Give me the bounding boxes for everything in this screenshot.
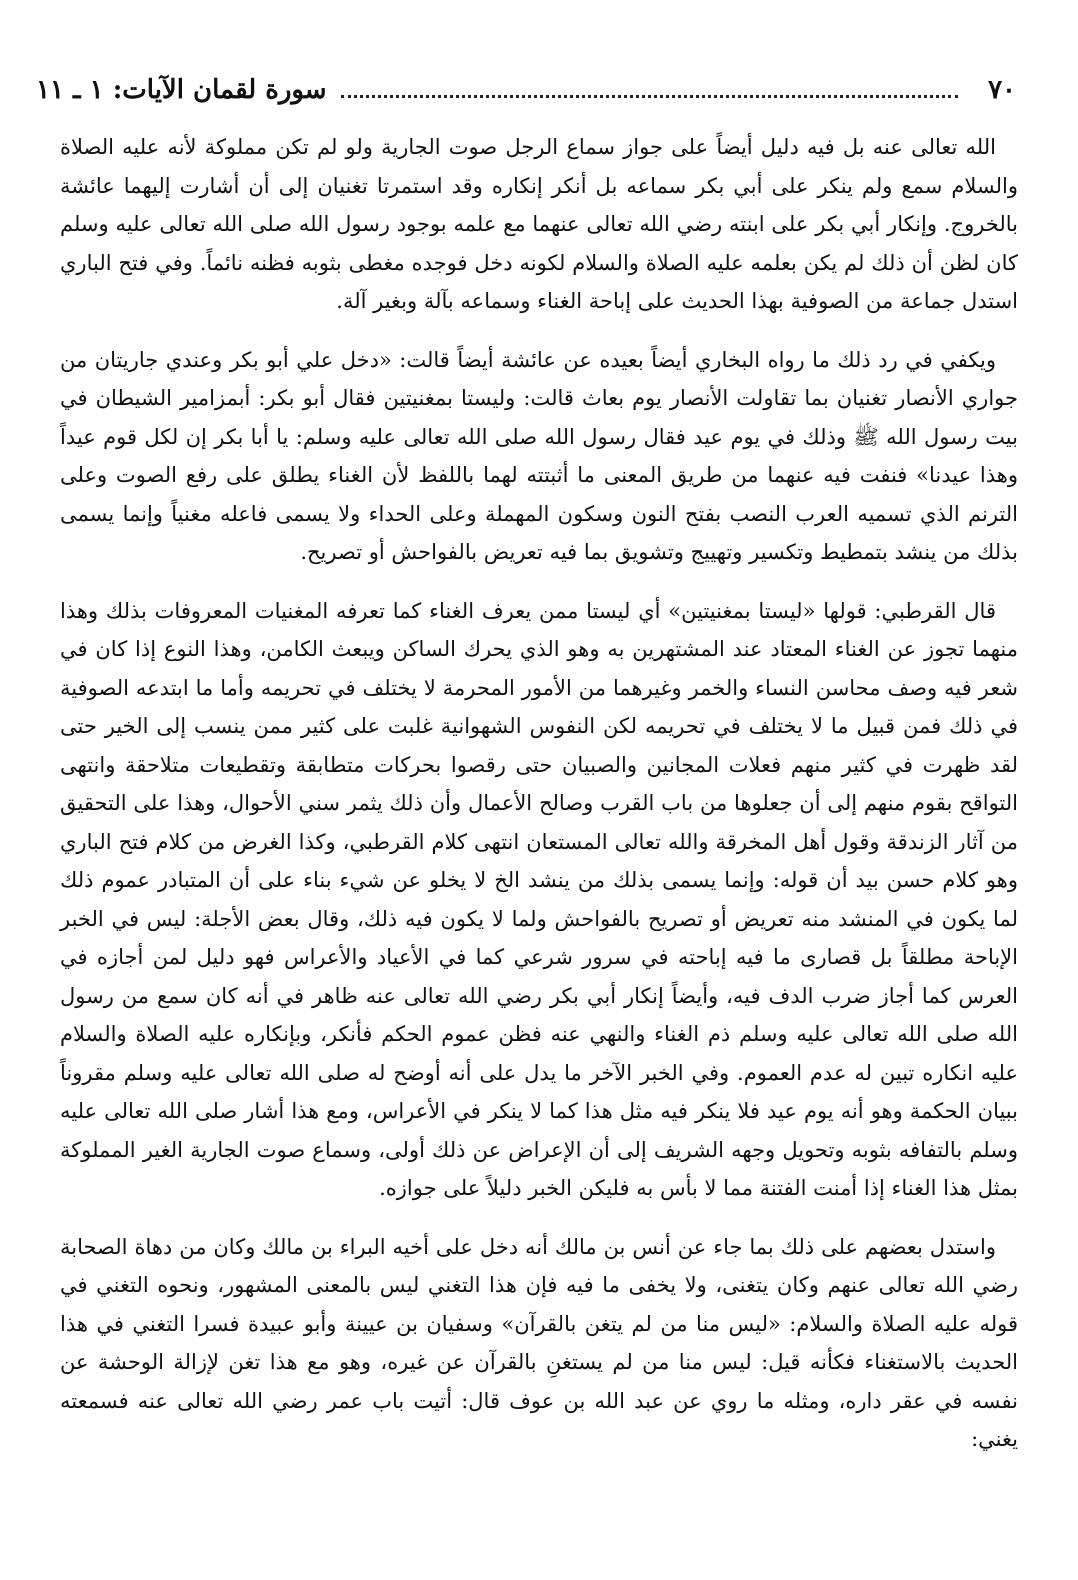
paragraph-4: واستدل بعضهم على ذلك بما جاء عن أنس بن مالك أنه دخل على أخيه البراء بن مالك وكان من دهاة الصحابة رضي الله تعالى عنهم وكان يتغنى، ولا يخفى ما فيه فإن هذا التغني ليس بالمعنى المشهور، ونحوه التغني في قوله عليه الصلاة والسلام: «ليس منا من لم يتغن بالقرآن» وسفيان بن عيينة وأبو عبيدة فسرا التغني في هذا الحديث بالاستغناء فكأنه قيل: ليس منا من لم يستغنِ بالقرآن عن غيره، وهو مع هذا تغن لإزالة الوحشة عن نفسه في عقر داره، ومثله ما روي عن عبد الله بن عوف قال: أتيت باب عمر رضي الله تعالى عنه فسمعته يغني:: [60, 1234, 1018, 1451]
dotted-leader: [341, 95, 958, 98]
surah-title: سورة لقمان الآيات: ١ ـ ١١: [36, 75, 327, 105]
paragraph-2: ويكفي في رد ذلك ما رواه البخاري أيضاً بعيده عن عائشة أيضاً قالت: «دخل علي أبو بكر وعندي جاريتان من جواري الأنصار تغنيان بما تقاولت الأنصار يوم بعاث قالت: وليستا بمغنيتين فقال أبو بكر: أبمزامير الشيطان في بيت رسول الله ﷺ وذلك في يوم عيد فقال رسول الله صلى الله تعالى عليه وسلم: يا أبا بكر إن لكل قوم عيداً وهذا عيدنا» فنفت فيه عنهما من طريق المعنى ما أثبتته لهما باللفظ لأن الغناء يطلق على رفع الصوت وعلى الترنم الذي تسميه العرب النصب بفتح النون وسكون المهملة وعلى الحداء ولا يسمى فاعله مغنياً وإنما يسمى بذلك من ينشد بتمطيط وتكسير وتهييج وتشويق بما فيه تعريض بالفواحش أو تصريح.: [60, 347, 1018, 564]
paragraph-3: قال القرطبي: قولها «ليستا بمغنيتين» أي ليستا ممن يعرف الغناء كما تعرفه المغنيات المعروفات بذلك وهذا منهما تجوز عن الغناء المعتاد عند المشتهرين به وهو الذي يحرك الساكن ويبعث الكامن، وهذا النوع إذا كان في شعر فيه وصف محاسن النساء والخمر وغيرهما من الأمور المحرمة لا يختلف في تحريمه وأما ما ابتدعه الصوفية في ذلك فمن قبيل ما لا يختلف في تحريمه لكن النفوس الشهوانية غلبت على كثير ممن ينسب إلى الخير حتى لقد ظهرت في كثير منهم فعلات المجانين والصبيان حتى رقصوا بحركات متطابقة وتقطيعات متلاحقة وانتهى التواقح بقوم منهم إلى أن جعلوها من باب القرب وصالح الأعمال وأن ذلك يثمر سني الأحوال، وهذا على التحقيق من آثار الزندقة وقول أهل المخرقة والله تعالى المستعان انتهى كلام القرطبي، وكذا الغرض من كلام فتح الباري وهو كلام حسن بيد أن قوله: وإنما يسمى بذلك من ينشد الخ لا يخلو عن شيء بناء على أن المتبادر عموم ذلك لما يكون في المنشد منه تعريض أو تصريح بالفواحش ولما لا يكون فيه ذلك، وقال بعض الأجلة: ليس في الخبر الإباحة مطلقاً بل قصارى ما فيه إباحته في سرور شرعي كما في الأعياد والأعراس فهو دليل لمن أجازه في العرس كما أجاز ضرب الدف فيه، وأيضاً إنكار أبي بكر رضي الله تعالى عنه ظاهر في أنه كان سمع من رسول الله صلى الله تعالى عليه وسلم ذم الغناء والنهي عنه فظن عموم الحكم فأنكر، وبإنكاره عليه الصلاة والسلام عليه انكاره تبين له عدم العموم. وفي الخبر الآخر ما يدل على أنه أوضح له صلى الله تعالى عليه وسلم مقروناً ببيان الحكمة وهو أنه يوم عيد فلا ينكر فيه مثل هذا كما لا ينكر في الأعراس، ومع هذا أشار صلى الله تعالى عليه وسلم بالتفافه بثوبه وتحويل وجهه الشريف إلى أن الإعراض عن ذلك أولى، وسماع صوت الجارية الغير المملوكة بمثل هذا الغناء إذا أمنت الفتنة مما لا بأس به فليكن الخبر دليلاً على جوازه.: [60, 598, 1019, 1200]
running-head: [36, 70, 1016, 110]
paragraph-1: الله تعالى عنه بل فيه دليل أيضاً على جواز سماع الرجل صوت الجارية ولو لم تكن مملوكة لأنه عليه الصلاة والسلام سمع ولم ينكر على أبي بكر سماعه بل أنكر إنكاره وقد استمرتا تغنيان إلى أن أشارت إليهما عائشة بالخروج. وإنكار أبي بكر على ابنته رضي الله تعالى عنهما مع علمه بوجود رسول الله صلى الله تعالى عليه وسلم كان لظن أن ذلك لم يكن بعلمه عليه الصلاة والسلام لكونه دخل فوجده مغطى بثوبه فظنه نائماً. وفي فتح الباري استدل جماعة من الصوفية بهذا الحديث على إباحة الغناء وسماعه بآلة وبغير آلة.: [60, 135, 1018, 313]
page-number: ٧٠: [988, 75, 1016, 105]
body-text: [60, 128, 1018, 1479]
